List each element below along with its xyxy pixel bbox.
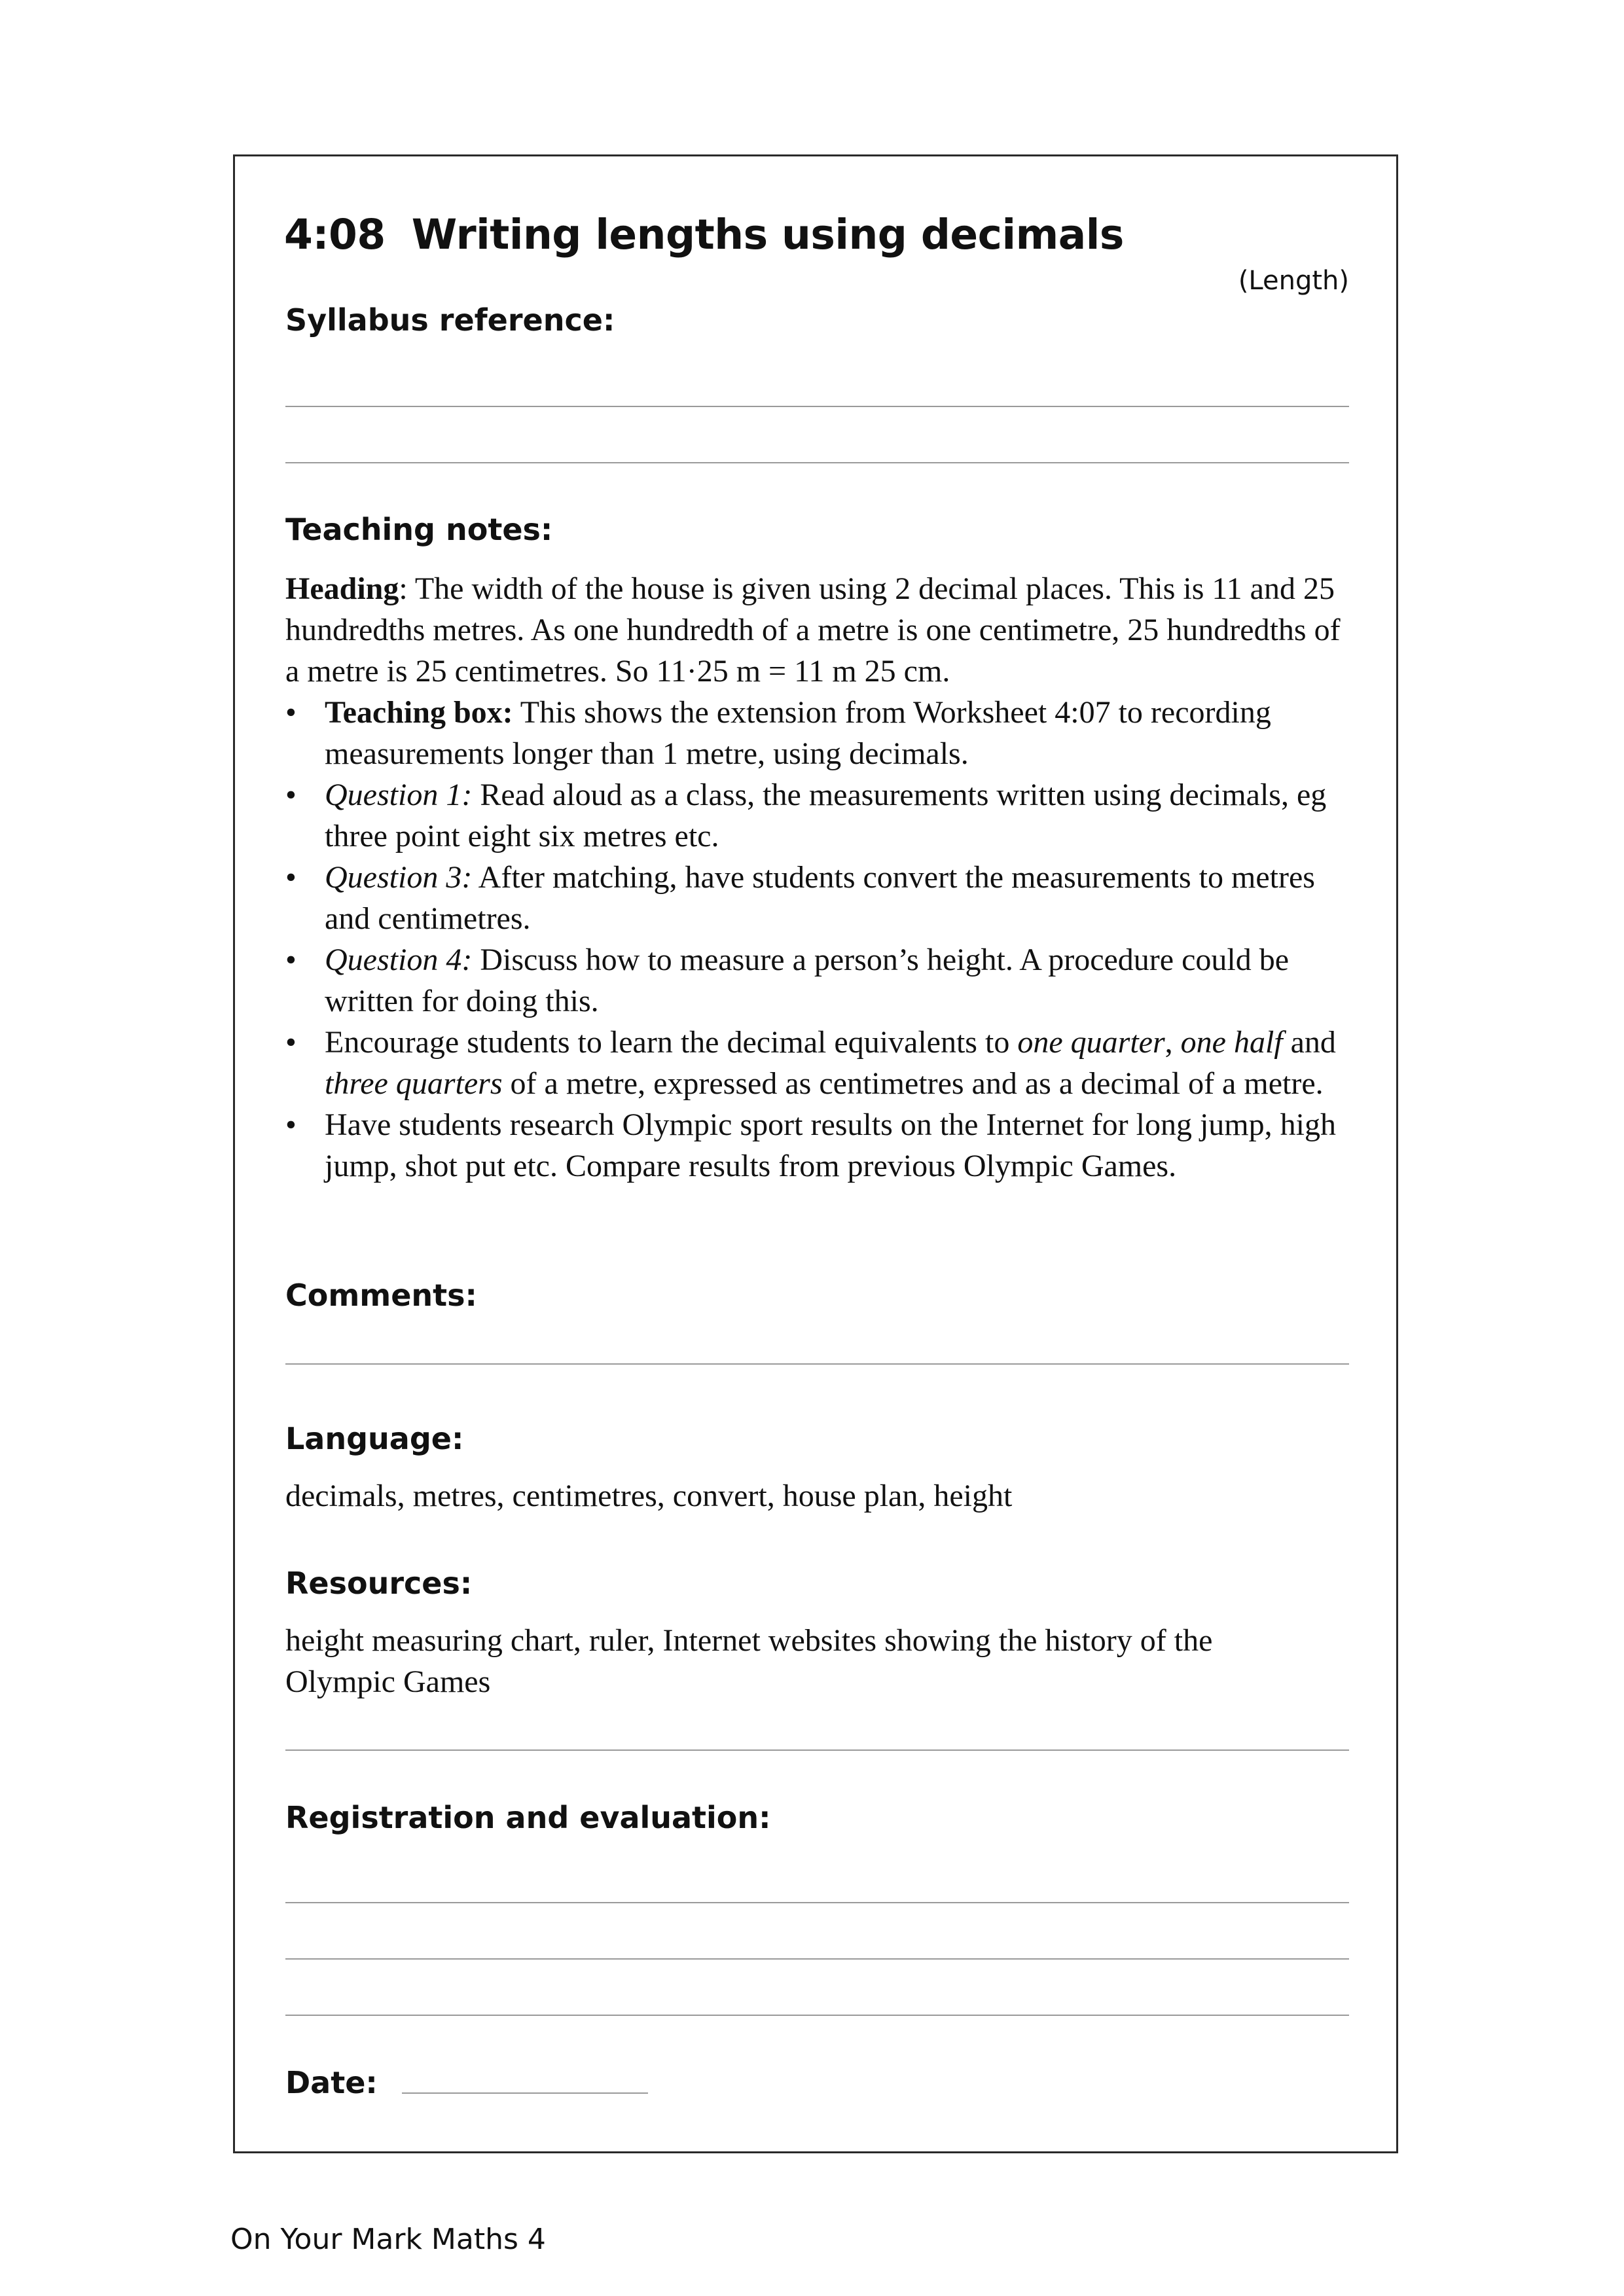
page-title (284, 211, 1124, 259)
bullet-text: Have students research Olympic sport results on the Internet for long jump, high jump, shot put etc. Compare results from previous Olympic Games. (325, 1107, 1336, 1183)
intro-text: : The width of the house is given using 2 decimal places. This is 11 and 25 hundredths metres. As one hundredth of a metre is one centimetre, 25 hundredths of a metre is 25 centimetres. So 11·25 m = 11 m 25 cm. (285, 571, 1341, 689)
bullet-text: Discuss how to measure a person’s height. A procedure could be written for doing this. (325, 942, 1290, 1018)
bullet-text: of a metre, expressed as centimetres and as a decimal of a metre. (502, 1066, 1324, 1101)
language-text: decimals, metres, centimetres, convert, house plan, height (285, 1479, 1013, 1513)
list-item (285, 939, 1359, 1022)
bullet-icon: • (285, 860, 297, 895)
bullet-text: Read aloud as a class, the measurements written using decimals, eg three point eight six metres etc. (325, 778, 1327, 853)
syllabus-line-1 (285, 406, 1349, 407)
title-text: Writing lengths using decimals (411, 211, 1124, 259)
comments-line (285, 1363, 1349, 1365)
teaching-notes-intro (285, 568, 1359, 692)
resources-text: height measuring chart, ruler, Internet websites showing the history of the Olympic Games (285, 1623, 1213, 1699)
bullet-text: This shows the extension from Worksheet 4:07 to recording measurements longer than 1 metre, using decimals. (325, 695, 1271, 771)
list-item (285, 1104, 1359, 1187)
resources-line (285, 1749, 1349, 1751)
syllabus-heading: Syllabus reference: (285, 302, 615, 338)
bullet-icon: • (285, 1025, 297, 1060)
list-item (285, 692, 1359, 774)
bullet-italic: one quarter (1017, 1025, 1165, 1060)
bullet-text: and (1282, 1025, 1336, 1060)
registration-line-1 (285, 1902, 1349, 1903)
list-item (285, 1022, 1359, 1104)
bullet-icon: • (285, 942, 297, 977)
bullet-text: After matching, have students convert the measurements to metres and centimetres. (325, 860, 1315, 936)
bullet-text: , (1164, 1025, 1181, 1060)
bullet-lead: Question 4: (325, 942, 473, 977)
list-item (285, 774, 1359, 857)
date-label: Date: (285, 2065, 378, 2100)
intro-bold: Heading (285, 571, 399, 606)
bullet-text: Encourage students to learn the decimal equivalents to (325, 1025, 1018, 1060)
teaching-notes-heading: Teaching notes: (285, 512, 553, 547)
language-heading: Language: (285, 1421, 464, 1456)
resources-heading: Resources: (285, 1566, 473, 1601)
comments-heading: Comments: (285, 1278, 477, 1313)
bullet-icon: • (285, 695, 297, 730)
registration-heading: Registration and evaluation: (285, 1800, 771, 1835)
bullet-italic: three quarters (325, 1066, 503, 1101)
bullet-lead: Question 1: (325, 778, 473, 812)
bullet-icon: • (285, 778, 297, 812)
footer-text: On Your Mark Maths 4 (230, 2223, 546, 2256)
topic-label: (Length) (1238, 266, 1349, 296)
bullet-icon: • (285, 1107, 297, 1142)
syllabus-line-2 (285, 462, 1349, 463)
list-item (285, 857, 1359, 939)
teaching-notes-list (285, 692, 1359, 1187)
date-field-line (402, 2092, 648, 2094)
teaching-notes-body (285, 568, 1359, 1187)
section-number: 4:08 (284, 211, 386, 259)
bullet-lead: Question 3: (325, 860, 473, 895)
registration-line-2 (285, 1958, 1349, 1960)
registration-line-3 (285, 2015, 1349, 2016)
bullet-italic: one half (1180, 1025, 1283, 1060)
bullet-lead: Teaching box: (325, 695, 513, 730)
